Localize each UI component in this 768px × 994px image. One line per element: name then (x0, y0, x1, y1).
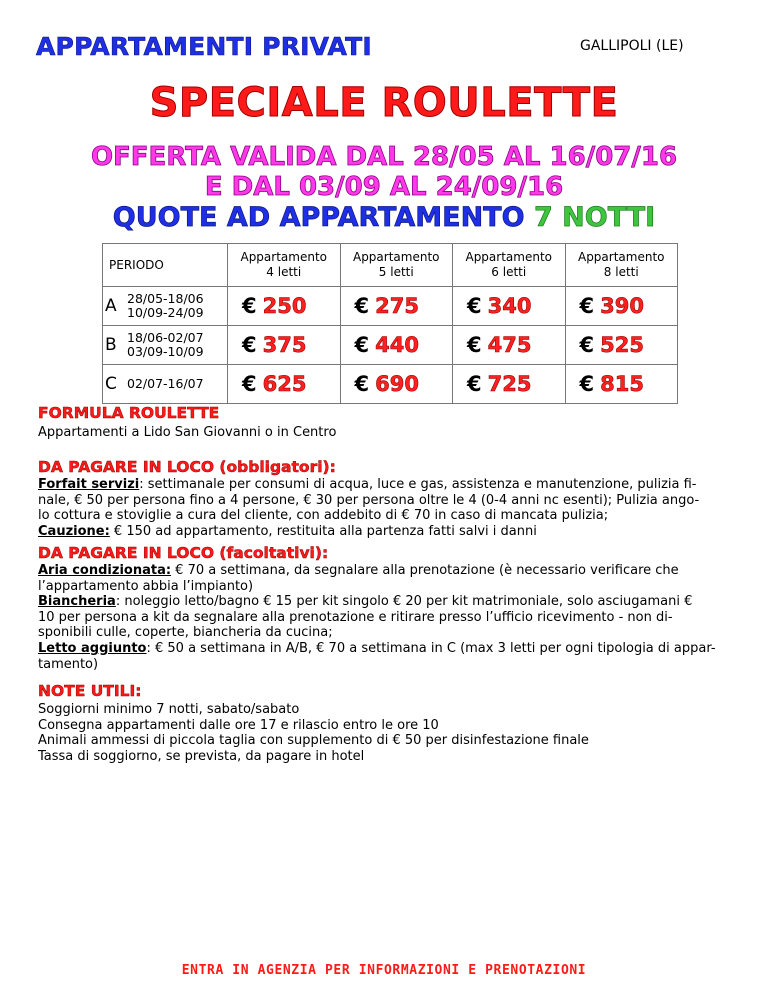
price-cell: € 815 (565, 365, 678, 404)
price-cell: € 475 (453, 326, 566, 365)
offer-line-2: E DAL 03/09 AL 24/09/16 (204, 172, 564, 202)
formula-text: Appartamenti a Lido San Giovanni o in Centro (38, 425, 337, 440)
location-label: GALLIPOLI (LE) (580, 38, 684, 54)
price-cell: € 275 (340, 287, 453, 326)
period-cell (103, 287, 228, 326)
price-cell: € 725 (453, 365, 566, 404)
note-title: NOTE UTILI: (38, 682, 142, 700)
column-header: Appartamento 5 letti (340, 244, 453, 287)
facoltativi-text: Aria condizionata: € 70 a settimana, da segnalare alla prenotazione (è necessario verificare che l’appartamento abbia l’impianto) Biancheria: noleggio letto/bagno € 15 per kit singolo € 20 per kit matrimoniale, solo asciugamani € 10 per persona a kit da segnalare alla prenotazione e ritirare presso l’ufficio ricevimento - non di- sponibili culle, coperte, biancheria da cucina; Letto aggiunto: € 50 a settimana in A/B, € 70 a settimana in C (max 3 letti per ogni tipologia di appar- tamento) (38, 563, 716, 672)
price-cell: € 440 (340, 326, 453, 365)
price-cell: € 250 (228, 287, 341, 326)
period-cell (103, 326, 228, 365)
quote-nights: 7 NOTTI (533, 202, 656, 233)
note-text: Soggiorni minimo 7 notti, sabato/sabato Consegna appartamenti dalle ore 17 e rilascio entro le ore 10 Animali ammessi di piccola taglia con supplemento di € 50 per disinfestazione finale Tassa di soggiorno, se prevista, da pagare in hotel (38, 702, 589, 764)
price-cell: € 340 (453, 287, 566, 326)
headline: SPECIALE ROULETTE (149, 80, 619, 126)
period-cell (103, 365, 228, 404)
period-letter: C (105, 374, 117, 394)
table-row (103, 287, 678, 326)
table-row (103, 326, 678, 365)
offer-line-1: OFFERTA VALIDA DAL 28/05 AL 16/07/16 (90, 142, 678, 172)
period-letter: B (105, 335, 117, 355)
quote-text: QUOTE AD APPARTAMENTO (112, 202, 525, 233)
footer-cta: ENTRA IN AGENZIA PER INFORMAZIONI E PRENOTAZIONI (181, 963, 587, 978)
column-header: Appartamento 4 letti (228, 244, 341, 287)
table-row (103, 365, 678, 404)
price-cell: € 525 (565, 326, 678, 365)
obbligatori-text: Forfait servizi: settimanale per consumi di acqua, luce e gas, assistenza e manutenzione, pulizia fi- nale, € 50 per persona fino a 4 persone, € 30 per persona oltre le 4 (0-4 anni nc esenti); Pulizia ango- lo cottura e stoviglie a cura del cliente, con addebito di € 70 in caso di mancata pulizia; Cauzione: € 150 ad appartamento, restituita alla partenza fatti salvi i danni (38, 477, 700, 539)
table-header-row (103, 244, 678, 287)
period-dates: 02/07-16/07 (127, 376, 204, 391)
period-dates: 18/06-02/07 03/09-10/09 (127, 330, 204, 359)
price-cell: € 690 (340, 365, 453, 404)
price-table (102, 243, 678, 404)
period-header: PERIODO (103, 244, 228, 287)
price-cell: € 375 (228, 326, 341, 365)
quote-heading (0, 202, 768, 233)
formula-title: FORMULA ROULETTE (38, 404, 220, 422)
column-header: Appartamento 6 letti (453, 244, 566, 287)
period-dates: 28/05-18/06 10/09-24/09 (127, 291, 204, 320)
page-title: APPARTAMENTI PRIVATI (36, 32, 372, 61)
period-letter: A (105, 296, 117, 316)
column-header: Appartamento 8 letti (565, 244, 678, 287)
obbligatori-title: DA PAGARE IN LOCO (obbligatori): (38, 458, 336, 476)
price-cell: € 390 (565, 287, 678, 326)
price-cell: € 625 (228, 365, 341, 404)
facoltativi-title: DA PAGARE IN LOCO (facoltativi): (38, 544, 329, 562)
